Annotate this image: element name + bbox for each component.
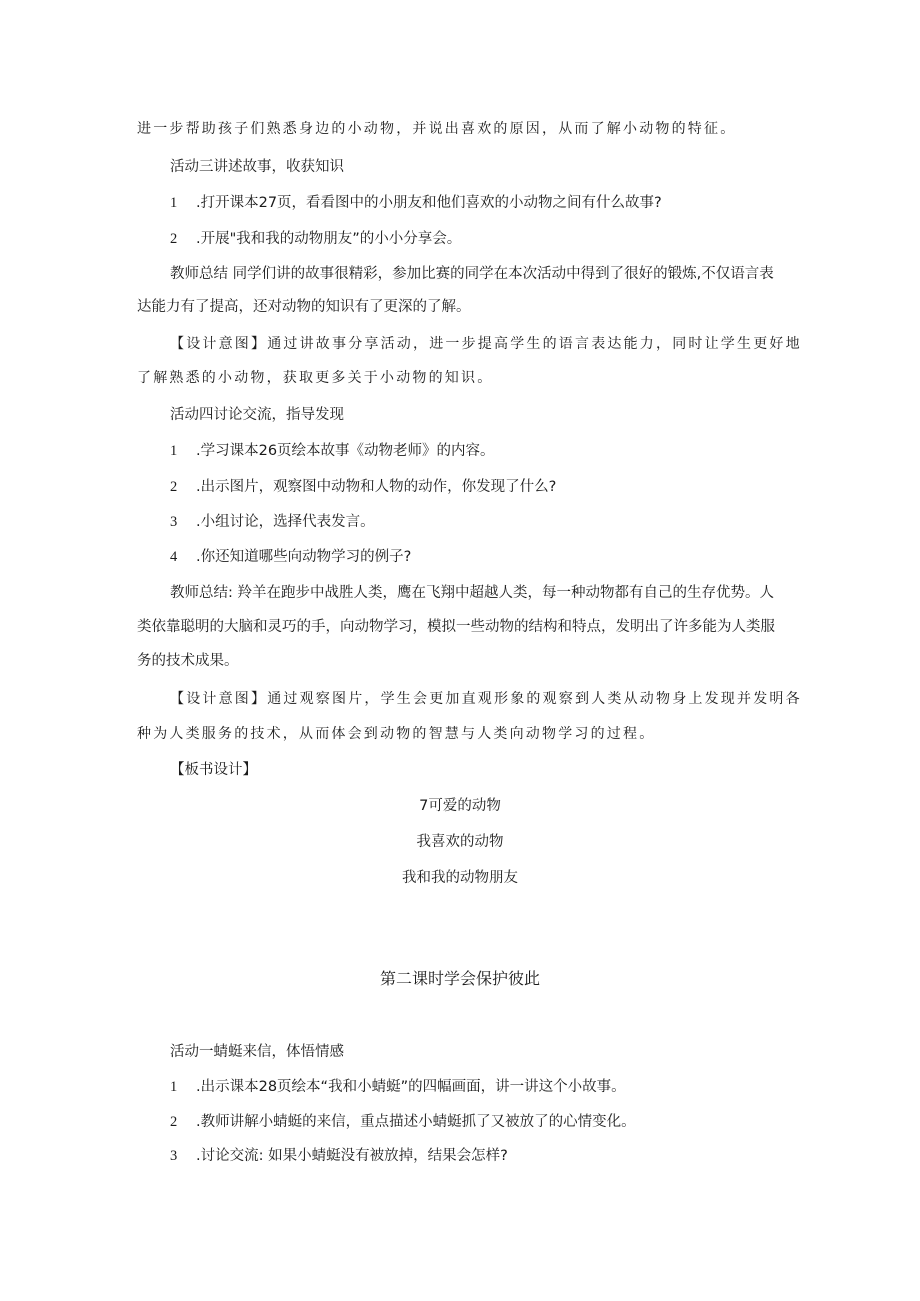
list-item — [170, 1112, 636, 1132]
list-number: 2 — [170, 231, 178, 247]
paragraph-line: 教师总结 同学们讲的故事很精彩，参加比赛的同学在本次活动中得到了很好的锻炼,不仅语言表 — [170, 266, 774, 282]
list-text: .教师讲解小蜻蜓的来信，重点描述小蜻蜓抓了又被放了的心情变化。 — [196, 1114, 636, 1130]
list-number: 4 — [170, 549, 178, 565]
list-number: 3 — [170, 514, 178, 530]
board-line: 我喜欢的动物 — [416, 834, 504, 850]
list-number: 1 — [170, 443, 178, 459]
paragraph-line: 务的技术成果。 — [137, 653, 239, 669]
list-text: .打开课本27页，看看图中的小朋友和他们喜欢的小动物之间有什么故事? — [196, 195, 662, 211]
design-intent: 【设计意图】通过讲故事分享活动，进一步提高学生的语言表达能力，同时让学生更好地 — [170, 336, 802, 352]
list-text: .出示图片，观察图中动物和人物的动作，你发现了什么? — [196, 479, 557, 495]
paragraph-line: 进一步帮助孩子们熟悉身边的小动物，并说出喜欢的原因，从而了解小动物的特征。 — [137, 121, 737, 137]
list-text: .小组讨论，选择代表发言。 — [196, 514, 375, 530]
design-intent: 【设计意图】通过观察图片，学生会更加直观形象的观察到人类从动物身上发现并发明各 — [170, 691, 802, 707]
paragraph-line: 教师总结: 羚羊在跑步中战胜人类，鹰在飞翔中超越人类，每一种动物都有自己的生存优势。人 — [170, 585, 774, 601]
list-number: 1 — [170, 1079, 178, 1095]
list-item — [170, 477, 556, 497]
list-number: 2 — [170, 1114, 178, 1130]
design-intent: 种为人类服务的技术，从而体会到动物的智慧与人类向动物学习的过程。 — [137, 726, 656, 742]
paragraph-line: 达能力有了提高，还对动物的知识有了更深的了解。 — [137, 299, 471, 315]
list-item — [170, 512, 375, 532]
list-item — [170, 1077, 626, 1097]
list-text: .出示课本28页绘本“我和小蜻蜓”的四幅画面，讲一讲这个小故事。 — [196, 1079, 626, 1095]
list-item — [170, 441, 495, 461]
list-item — [170, 1146, 508, 1166]
list-item — [170, 547, 411, 567]
activity-heading: 活动三讲述故事，收获知识 — [170, 159, 344, 175]
paragraph-line: 类依靠聪明的大脑和灵巧的手，向动物学习，模拟一些动物的结构和特点，发明出了许多能为人类服 — [137, 619, 775, 635]
list-text: .学习课本26页绘本故事《动物老师》的内容。 — [196, 443, 495, 459]
activity-heading: 活动四讨论交流，指导发现 — [170, 407, 344, 423]
board-design-heading: 【板书设计】 — [170, 762, 257, 778]
list-text: .开展"我和我的动物朋友”的小小分享会。 — [196, 231, 462, 247]
board-line: 我和我的动物朋友 — [402, 870, 518, 886]
list-item — [170, 193, 662, 213]
section-title: 第二课时学会保护彼此 — [379, 969, 540, 988]
activity-heading: 活动一蜻蜓来信，体悟情感 — [170, 1044, 344, 1060]
list-item — [170, 229, 461, 249]
list-text: .讨论交流: 如果小蜻蜓没有被放掉，结果会怎样? — [196, 1148, 508, 1164]
board-line: 7可爱的动物 — [419, 798, 501, 814]
design-intent: 了解熟悉的小动物，获取更多关于小动物的知识。 — [137, 370, 494, 386]
list-text: .你还知道哪些向动物学习的例子? — [196, 549, 412, 565]
list-number: 3 — [170, 1148, 178, 1164]
list-number: 2 — [170, 479, 178, 495]
list-number: 1 — [170, 195, 178, 211]
